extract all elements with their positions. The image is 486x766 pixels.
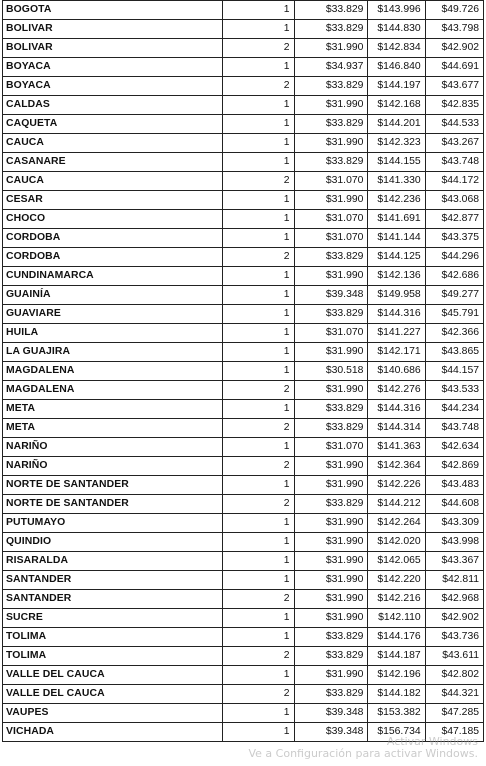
value3-cell: $42.802 [425, 666, 483, 685]
value3-cell: $43.798 [425, 20, 483, 39]
zone-cell: 1 [222, 704, 294, 723]
zone-cell: 2 [222, 39, 294, 58]
table-row [3, 666, 484, 685]
value3-cell: $43.483 [425, 476, 483, 495]
value2-cell: $156.734 [368, 723, 425, 742]
dept: RISARALDA [3, 552, 223, 571]
dept: MAGDALENA [3, 381, 223, 400]
value3-cell: $45.791 [425, 305, 483, 324]
zone-cell: 1 [222, 400, 294, 419]
dept: NARIÑO [3, 438, 223, 457]
value3-cell: $42.835 [425, 96, 483, 115]
value1-cell: $33.829 [294, 153, 368, 172]
table-row [3, 1, 484, 20]
zone-cell: 2 [222, 248, 294, 267]
table-row [3, 362, 484, 381]
value2-cell: $142.110 [368, 609, 425, 628]
table-row [3, 647, 484, 666]
dept: PUTUMAYO [3, 514, 223, 533]
value3-cell: $44.234 [425, 400, 483, 419]
value2-cell: $149.958 [368, 286, 425, 305]
table-row [3, 571, 484, 590]
rates-table-body [3, 1, 484, 742]
dept: VALLE DEL CAUCA [3, 666, 223, 685]
zone-cell: 1 [222, 666, 294, 685]
value2-cell: $144.155 [368, 153, 425, 172]
dept: SANTANDER [3, 571, 223, 590]
dept: MAGDALENA [3, 362, 223, 381]
zone-cell: 1 [222, 20, 294, 39]
dept: VICHADA [3, 723, 223, 742]
table-row [3, 77, 484, 96]
value1-cell: $33.829 [294, 495, 368, 514]
value3-cell: $47.185 [425, 723, 483, 742]
table-row [3, 514, 484, 533]
value2-cell: $142.020 [368, 533, 425, 552]
value2-cell: $142.264 [368, 514, 425, 533]
value2-cell: $144.125 [368, 248, 425, 267]
value3-cell: $43.748 [425, 153, 483, 172]
zone-cell: 1 [222, 115, 294, 134]
dept: NARIÑO [3, 457, 223, 476]
rates-table [2, 0, 484, 742]
table-row [3, 324, 484, 343]
table-row [3, 381, 484, 400]
zone-cell: 1 [222, 286, 294, 305]
zone-cell: 2 [222, 590, 294, 609]
value3-cell: $49.277 [425, 286, 483, 305]
value1-cell: $31.990 [294, 381, 368, 400]
value3-cell: $42.968 [425, 590, 483, 609]
zone-cell: 1 [222, 552, 294, 571]
value1-cell: $31.990 [294, 476, 368, 495]
zone-cell: 1 [222, 723, 294, 742]
value3-cell: $42.877 [425, 210, 483, 229]
zone-cell: 1 [222, 571, 294, 590]
zone-cell: 2 [222, 77, 294, 96]
zone-cell: 1 [222, 324, 294, 343]
dept: CORDOBA [3, 248, 223, 267]
value1-cell: $31.990 [294, 533, 368, 552]
dept: GUAVIARE [3, 305, 223, 324]
dept: CASANARE [3, 153, 223, 172]
value3-cell: $49.726 [425, 1, 483, 20]
value3-cell: $43.309 [425, 514, 483, 533]
table-row [3, 229, 484, 248]
dept: TOLIMA [3, 647, 223, 666]
value2-cell: $144.316 [368, 305, 425, 324]
value2-cell: $142.216 [368, 590, 425, 609]
value3-cell: $44.608 [425, 495, 483, 514]
value1-cell: $31.990 [294, 134, 368, 153]
table-row [3, 343, 484, 362]
zone-cell: 1 [222, 267, 294, 286]
value1-cell: $31.990 [294, 191, 368, 210]
value2-cell: $144.187 [368, 647, 425, 666]
zone-cell: 1 [222, 305, 294, 324]
value3-cell: $43.068 [425, 191, 483, 210]
value1-cell: $31.070 [294, 210, 368, 229]
value2-cell: $141.227 [368, 324, 425, 343]
zone-cell: 1 [222, 343, 294, 362]
value1-cell: $34.937 [294, 58, 368, 77]
table-row [3, 115, 484, 134]
value1-cell: $31.990 [294, 343, 368, 362]
value1-cell: $33.829 [294, 305, 368, 324]
value1-cell: $39.348 [294, 704, 368, 723]
table-row [3, 286, 484, 305]
dept: VALLE DEL CAUCA [3, 685, 223, 704]
value2-cell: $146.840 [368, 58, 425, 77]
zone-cell: 1 [222, 229, 294, 248]
value1-cell: $31.990 [294, 39, 368, 58]
value2-cell: $142.168 [368, 96, 425, 115]
value1-cell: $33.829 [294, 400, 368, 419]
table-row [3, 172, 484, 191]
zone-cell: 1 [222, 476, 294, 495]
dept: QUINDIO [3, 533, 223, 552]
dept: BOLIVAR [3, 20, 223, 39]
value3-cell: $43.367 [425, 552, 483, 571]
value2-cell: $142.065 [368, 552, 425, 571]
dept: CUNDINAMARCA [3, 267, 223, 286]
value1-cell: $31.990 [294, 552, 368, 571]
value1-cell: $33.829 [294, 115, 368, 134]
table-row [3, 457, 484, 476]
value2-cell: $142.276 [368, 381, 425, 400]
value2-cell: $144.314 [368, 419, 425, 438]
table-row [3, 20, 484, 39]
value3-cell: $47.285 [425, 704, 483, 723]
table-row [3, 533, 484, 552]
value1-cell: $31.070 [294, 172, 368, 191]
zone-cell: 2 [222, 419, 294, 438]
value3-cell: $44.296 [425, 248, 483, 267]
value3-cell: $42.634 [425, 438, 483, 457]
value1-cell: $33.829 [294, 20, 368, 39]
zone-cell: 2 [222, 647, 294, 666]
value1-cell: $39.348 [294, 723, 368, 742]
value1-cell: $31.990 [294, 666, 368, 685]
activation-watermark [248, 736, 478, 760]
zone-cell: 1 [222, 362, 294, 381]
table-row [3, 400, 484, 419]
value1-cell: $31.070 [294, 324, 368, 343]
dept: META [3, 419, 223, 438]
value1-cell: $33.829 [294, 647, 368, 666]
value3-cell: $42.811 [425, 571, 483, 590]
dept: CAUCA [3, 134, 223, 153]
value3-cell: $44.321 [425, 685, 483, 704]
zone-cell: 1 [222, 96, 294, 115]
dept: CAUCA [3, 172, 223, 191]
table-row [3, 419, 484, 438]
value2-cell: $141.330 [368, 172, 425, 191]
value2-cell: $144.197 [368, 77, 425, 96]
value3-cell: $43.677 [425, 77, 483, 96]
value2-cell: $142.171 [368, 343, 425, 362]
value3-cell: $43.533 [425, 381, 483, 400]
dept: SUCRE [3, 609, 223, 628]
table-row [3, 438, 484, 457]
value2-cell: $144.182 [368, 685, 425, 704]
value1-cell: $31.990 [294, 571, 368, 590]
value1-cell: $31.990 [294, 514, 368, 533]
dept: TOLIMA [3, 628, 223, 647]
dept: SANTANDER [3, 590, 223, 609]
value3-cell: $42.902 [425, 39, 483, 58]
watermark-subtitle: Ve a Configuración para activar Windows. [248, 747, 478, 760]
value1-cell: $33.829 [294, 248, 368, 267]
zone-cell: 2 [222, 495, 294, 514]
dept: GUAINÍA [3, 286, 223, 305]
table-row [3, 704, 484, 723]
dept: BOGOTA [3, 1, 223, 20]
value2-cell: $142.834 [368, 39, 425, 58]
table-row [3, 590, 484, 609]
dept: NORTE DE SANTANDER [3, 476, 223, 495]
table-row [3, 134, 484, 153]
table-row [3, 248, 484, 267]
dept: LA GUAJIRA [3, 343, 223, 362]
value2-cell: $144.316 [368, 400, 425, 419]
value2-cell: $144.176 [368, 628, 425, 647]
zone-cell: 1 [222, 191, 294, 210]
zone-cell: 1 [222, 58, 294, 77]
zone-cell: 1 [222, 514, 294, 533]
table-row [3, 153, 484, 172]
table-row [3, 609, 484, 628]
dept: BOLIVAR [3, 39, 223, 58]
zone-cell: 1 [222, 533, 294, 552]
table-row [3, 58, 484, 77]
value2-cell: $144.201 [368, 115, 425, 134]
dept: META [3, 400, 223, 419]
value1-cell: $30.518 [294, 362, 368, 381]
value3-cell: $44.172 [425, 172, 483, 191]
dept: NORTE DE SANTANDER [3, 495, 223, 514]
table-row [3, 495, 484, 514]
value2-cell: $141.144 [368, 229, 425, 248]
table-row [3, 628, 484, 647]
value1-cell: $31.990 [294, 96, 368, 115]
value3-cell: $42.366 [425, 324, 483, 343]
value1-cell: $33.829 [294, 77, 368, 96]
value2-cell: $142.196 [368, 666, 425, 685]
value1-cell: $31.990 [294, 609, 368, 628]
value3-cell: $43.375 [425, 229, 483, 248]
value3-cell: $44.533 [425, 115, 483, 134]
table-row [3, 267, 484, 286]
value3-cell: $43.998 [425, 533, 483, 552]
dept: BOYACA [3, 77, 223, 96]
value3-cell: $44.157 [425, 362, 483, 381]
dept: CORDOBA [3, 229, 223, 248]
zone-cell: 1 [222, 609, 294, 628]
zone-cell: 1 [222, 210, 294, 229]
value2-cell: $142.136 [368, 267, 425, 286]
dept: CHOCO [3, 210, 223, 229]
table-row [3, 96, 484, 115]
value3-cell: $42.869 [425, 457, 483, 476]
table-row [3, 476, 484, 495]
value2-cell: $142.364 [368, 457, 425, 476]
value2-cell: $142.323 [368, 134, 425, 153]
table-row [3, 305, 484, 324]
zone-cell: 1 [222, 153, 294, 172]
dept: HUILA [3, 324, 223, 343]
document-page [2, 0, 484, 742]
zone-cell: 2 [222, 457, 294, 476]
value2-cell: $143.996 [368, 1, 425, 20]
value2-cell: $140.686 [368, 362, 425, 381]
table-row [3, 39, 484, 58]
value3-cell: $42.902 [425, 609, 483, 628]
dept: CALDAS [3, 96, 223, 115]
value1-cell: $31.070 [294, 438, 368, 457]
value1-cell: $33.829 [294, 685, 368, 704]
table-row [3, 191, 484, 210]
zone-cell: 1 [222, 134, 294, 153]
dept: CAQUETA [3, 115, 223, 134]
value1-cell: $31.990 [294, 590, 368, 609]
table-row [3, 552, 484, 571]
value1-cell: $31.070 [294, 229, 368, 248]
table-row [3, 210, 484, 229]
value2-cell: $142.236 [368, 191, 425, 210]
value1-cell: $33.829 [294, 419, 368, 438]
value3-cell: $42.686 [425, 267, 483, 286]
dept: BOYACA [3, 58, 223, 77]
zone-cell: 1 [222, 628, 294, 647]
value1-cell: $31.990 [294, 457, 368, 476]
zone-cell: 1 [222, 438, 294, 457]
zone-cell: 2 [222, 685, 294, 704]
zone-cell: 1 [222, 1, 294, 20]
value1-cell: $39.348 [294, 286, 368, 305]
zone-cell: 2 [222, 172, 294, 191]
value2-cell: $144.212 [368, 495, 425, 514]
dept: VAUPES [3, 704, 223, 723]
table-row [3, 685, 484, 704]
value3-cell: $44.691 [425, 58, 483, 77]
value2-cell: $141.363 [368, 438, 425, 457]
value2-cell: $153.382 [368, 704, 425, 723]
value1-cell: $33.829 [294, 1, 368, 20]
value1-cell: $33.829 [294, 628, 368, 647]
zone-cell: 2 [222, 381, 294, 400]
value3-cell: $43.736 [425, 628, 483, 647]
value2-cell: $142.220 [368, 571, 425, 590]
value3-cell: $43.267 [425, 134, 483, 153]
value1-cell: $31.990 [294, 267, 368, 286]
watermark-title: Activar Windows [386, 735, 478, 748]
value3-cell: $43.611 [425, 647, 483, 666]
value3-cell: $43.865 [425, 343, 483, 362]
value3-cell: $43.748 [425, 419, 483, 438]
value2-cell: $141.691 [368, 210, 425, 229]
value2-cell: $144.830 [368, 20, 425, 39]
dept: CESAR [3, 191, 223, 210]
value2-cell: $142.226 [368, 476, 425, 495]
